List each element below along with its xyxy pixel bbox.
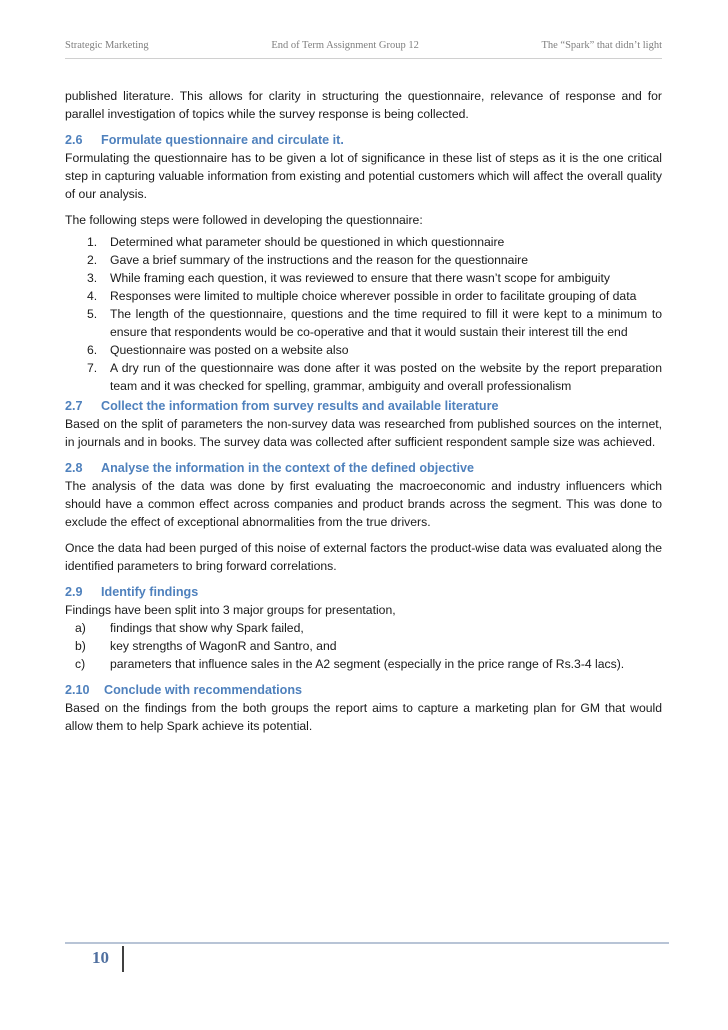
- section-number: 2.8: [65, 461, 83, 475]
- list-marker: 5.: [87, 307, 98, 321]
- section-title: Conclude with recommendations: [104, 683, 303, 697]
- list-item-text: parameters that influence sales in the A2 segment (especially in the price range of Rs.3-4 lacs).: [110, 657, 625, 671]
- page-header: [65, 40, 662, 51]
- section-2-7-heading: [65, 397, 662, 415]
- list-marker: 1.: [87, 235, 98, 249]
- list-item: [65, 269, 662, 287]
- list-item-text: Gave a brief summary of the instructions and the reason for the questionnaire: [110, 253, 528, 267]
- header-left: Strategic Marketing: [65, 40, 149, 51]
- section-title: Collect the information from survey results and available literature: [101, 399, 499, 413]
- list-item-text: key strengths of WagonR and Santro, and: [110, 639, 337, 653]
- section-2-6-paragraph-2: The following steps were followed in developing the questionnaire:: [65, 213, 423, 227]
- list-marker: 2.: [87, 253, 98, 267]
- list-item: [65, 359, 662, 395]
- list-item: [65, 305, 662, 341]
- section-2-7-paragraph: Based on the split of parameters the non-survey data was researched from published sources on the internet, in journals and in books. The survey data was collected after sufficient respondent sample size was achieved.: [65, 417, 662, 449]
- section-title: Identify findings: [101, 585, 199, 599]
- section-number: 2.6: [65, 133, 83, 147]
- list-item: [65, 637, 662, 655]
- list-marker: 7.: [87, 361, 98, 375]
- section-2-8-heading: [65, 459, 662, 477]
- section-2-9-heading: [65, 583, 662, 601]
- section-2-6-paragraph-1: Formulating the questionnaire has to be given a lot of significance in these list of steps as it is the one critical step in capturing valuable information from existing and potential customers which will affect the overall quality of our analysis.: [65, 151, 662, 201]
- list-item: [65, 619, 662, 637]
- list-item-text: While framing each question, it was reviewed to ensure that there wasn’t scope for ambiguity: [110, 271, 610, 285]
- list-marker: 4.: [87, 289, 98, 303]
- section-number: 2.9: [65, 585, 83, 599]
- list-marker: b): [75, 639, 86, 653]
- section-2-9-paragraph: Findings have been split into 3 major groups for presentation,: [65, 603, 396, 617]
- questionnaire-steps-list: [65, 233, 662, 395]
- section-2-10-heading: [65, 681, 662, 699]
- section-2-8-paragraph-2: Once the data had been purged of this noise of external factors the product-wise data was evaluated along the identified parameters to bring forward correlations.: [65, 541, 662, 573]
- header-divider: [65, 58, 662, 59]
- section-title: Formulate questionnaire and circulate it.: [101, 133, 344, 147]
- list-item-text: Questionnaire was posted on a website also: [110, 343, 349, 357]
- header-right: The “Spark” that didn’t light: [541, 40, 662, 51]
- footer-vertical-bar: [122, 946, 124, 972]
- list-item: [65, 251, 662, 269]
- section-title: Analyse the information in the context of the defined objective: [101, 461, 474, 475]
- list-item-text: Responses were limited to multiple choice wherever possible in order to facilitate grouping of data: [110, 289, 637, 303]
- section-2-8-paragraph-1: The analysis of the data was done by first evaluating the macroeconomic and industry influencers which should have a common effect across companies and product brands across the segment. This was done to exclude the effect of exceptional abnormalities from the true drivers.: [65, 479, 662, 529]
- findings-groups-list: [65, 619, 662, 673]
- section-number: 2.7: [65, 399, 83, 413]
- list-marker: 6.: [87, 343, 98, 357]
- list-item-text: The length of the questionnaire, questions and the time required to fill it were kept to a minimum to ensure that respondents would be co-operative and that it would sustain their interest till the end: [110, 307, 662, 339]
- page-number: 10: [92, 948, 109, 967]
- list-item: [65, 287, 662, 305]
- list-item: [65, 655, 662, 673]
- page-body: [65, 87, 662, 743]
- list-marker: c): [75, 657, 86, 671]
- section-2-6-heading: [65, 131, 662, 149]
- list-item-text: findings that show why Spark failed,: [110, 621, 304, 635]
- footer-divider: [65, 942, 669, 944]
- section-2-10-paragraph: Based on the findings from the both groups the report aims to capture a marketing plan for GM that would allow them to help Spark achieve its potential.: [65, 701, 662, 733]
- list-item-text: A dry run of the questionnaire was done after it was posted on the website by the report preparation team and it was checked for spelling, grammar, ambiguity and overall professionalism: [110, 361, 662, 393]
- list-marker: a): [75, 621, 86, 635]
- intro-paragraph: published literature. This allows for clarity in structuring the questionnaire, relevance of response and for parallel investigation of topics while the survey response is being collected.: [65, 89, 662, 121]
- section-number: 2.10: [65, 683, 90, 697]
- list-item: [65, 233, 662, 251]
- header-center: End of Term Assignment Group 12: [271, 40, 419, 51]
- list-marker: 3.: [87, 271, 98, 285]
- list-item-text: Determined what parameter should be questioned in which questionnaire: [110, 235, 505, 249]
- list-item: [65, 341, 662, 359]
